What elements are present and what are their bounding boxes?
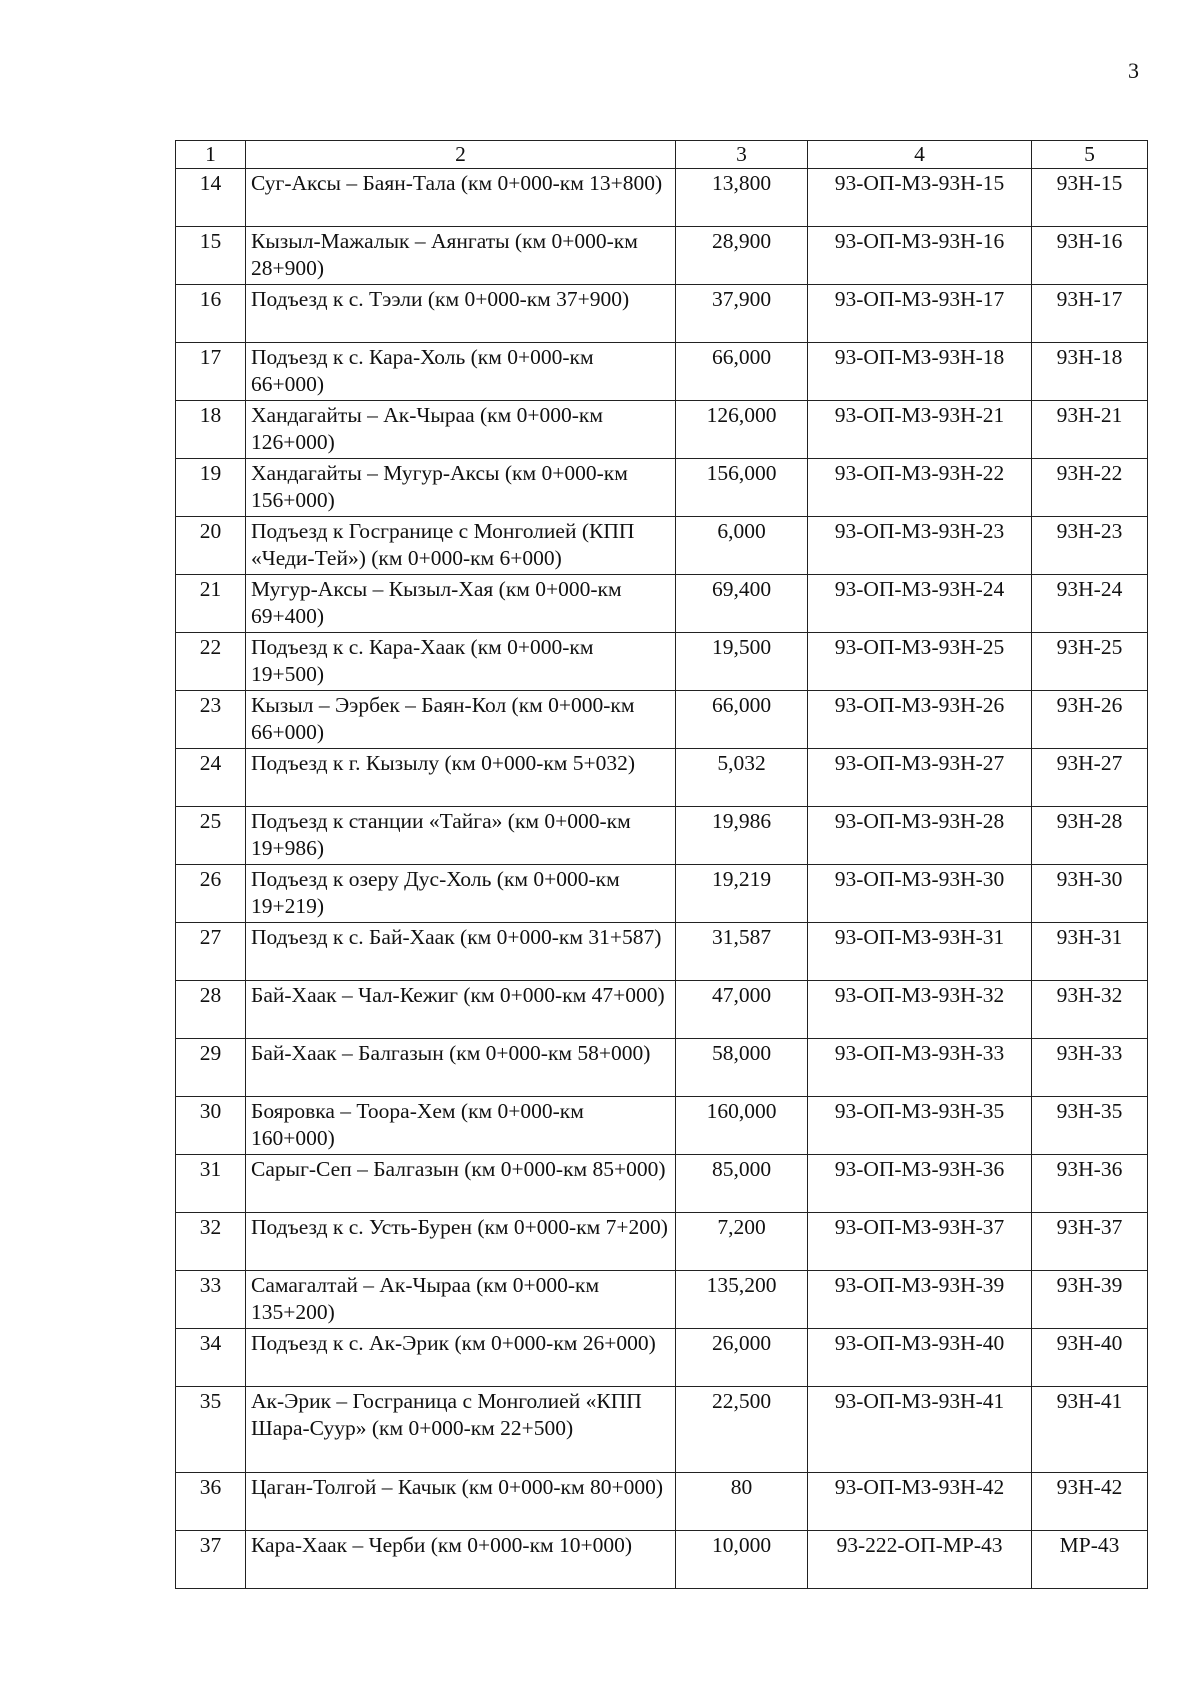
- road-length-cell: 85,000: [676, 1155, 808, 1213]
- road-id-cell: 93-ОП-МЗ-93Н-17: [808, 285, 1032, 343]
- row-number-cell: 35: [176, 1387, 246, 1473]
- road-name-cell: Сарыг-Сеп – Балгазын (км 0+000-км 85+000): [246, 1155, 676, 1213]
- table-row: [176, 865, 1148, 923]
- road-length-cell: 135,200: [676, 1271, 808, 1329]
- registry-code-cell: 93Н-33: [1032, 1039, 1148, 1097]
- road-name-cell: Бояровка – Тоора-Хем (км 0+000-км 160+000): [246, 1097, 676, 1155]
- road-id-cell: 93-ОП-МЗ-93Н-36: [808, 1155, 1032, 1213]
- row-number-cell: 24: [176, 749, 246, 807]
- table-row: [176, 807, 1148, 865]
- row-number-cell: 18: [176, 401, 246, 459]
- row-number-cell: 32: [176, 1213, 246, 1271]
- table-row: [176, 981, 1148, 1039]
- row-number-cell: 16: [176, 285, 246, 343]
- road-id-cell: 93-ОП-МЗ-93Н-23: [808, 517, 1032, 575]
- table-row: [176, 459, 1148, 517]
- road-length-cell: 28,900: [676, 227, 808, 285]
- road-length-cell: 58,000: [676, 1039, 808, 1097]
- road-id-cell: 93-ОП-МЗ-93Н-15: [808, 169, 1032, 227]
- row-number-cell: 30: [176, 1097, 246, 1155]
- row-number-cell: 25: [176, 807, 246, 865]
- road-id-cell: 93-ОП-МЗ-93Н-25: [808, 633, 1032, 691]
- road-id-cell: 93-ОП-МЗ-93Н-30: [808, 865, 1032, 923]
- road-name-cell: Подъезд к с. Усть-Бурен (км 0+000-км 7+200): [246, 1213, 676, 1271]
- road-name-cell: Цаган-Толгой – Качык (км 0+000-км 80+000): [246, 1473, 676, 1531]
- table-row: [176, 401, 1148, 459]
- road-id-cell: 93-222-ОП-МР-43: [808, 1531, 1032, 1589]
- road-length-cell: 13,800: [676, 169, 808, 227]
- road-name-cell: Подъезд к с. Тээли (км 0+000-км 37+900): [246, 285, 676, 343]
- road-length-cell: 126,000: [676, 401, 808, 459]
- road-id-cell: 93-ОП-МЗ-93Н-28: [808, 807, 1032, 865]
- table-body: [176, 169, 1148, 1589]
- road-length-cell: 66,000: [676, 343, 808, 401]
- road-name-cell: Бай-Хаак – Чал-Кежиг (км 0+000-км 47+000): [246, 981, 676, 1039]
- registry-code-cell: 93Н-32: [1032, 981, 1148, 1039]
- road-name-cell: Мугур-Аксы – Кызыл-Хая (км 0+000-км 69+400): [246, 575, 676, 633]
- road-length-cell: 156,000: [676, 459, 808, 517]
- row-number-cell: 19: [176, 459, 246, 517]
- road-id-cell: 93-ОП-МЗ-93Н-24: [808, 575, 1032, 633]
- table-row: [176, 633, 1148, 691]
- row-number-cell: 33: [176, 1271, 246, 1329]
- registry-code-cell: 93Н-37: [1032, 1213, 1148, 1271]
- registry-code-cell: 93Н-35: [1032, 1097, 1148, 1155]
- road-name-cell: Ак-Эрик – Госграница с Монголией «КПП Шара-Суур» (км 0+000-км 22+500): [246, 1387, 676, 1473]
- road-id-cell: 93-ОП-МЗ-93Н-42: [808, 1473, 1032, 1531]
- road-id-cell: 93-ОП-МЗ-93Н-31: [808, 923, 1032, 981]
- road-length-cell: 7,200: [676, 1213, 808, 1271]
- road-name-cell: Кызыл-Мажалык – Аянгаты (км 0+000-км 28+900): [246, 227, 676, 285]
- row-number-cell: 20: [176, 517, 246, 575]
- registry-code-cell: 93Н-31: [1032, 923, 1148, 981]
- road-length-cell: 66,000: [676, 691, 808, 749]
- road-name-cell: Подъезд к Госгранице с Монголией (КПП «Чеди-Тей») (км 0+000-км 6+000): [246, 517, 676, 575]
- road-id-cell: 93-ОП-МЗ-93Н-26: [808, 691, 1032, 749]
- road-name-cell: Подъезд к озеру Дус-Холь (км 0+000-км 19+219): [246, 865, 676, 923]
- row-number-cell: 36: [176, 1473, 246, 1531]
- registry-code-cell: 93Н-23: [1032, 517, 1148, 575]
- table-row: [176, 1329, 1148, 1387]
- road-id-cell: 93-ОП-МЗ-93Н-18: [808, 343, 1032, 401]
- road-id-cell: 93-ОП-МЗ-93Н-33: [808, 1039, 1032, 1097]
- table-row: [176, 227, 1148, 285]
- road-id-cell: 93-ОП-МЗ-93Н-27: [808, 749, 1032, 807]
- table-row: [176, 1531, 1148, 1589]
- row-number-cell: 17: [176, 343, 246, 401]
- registry-code-cell: 93Н-18: [1032, 343, 1148, 401]
- road-length-cell: 10,000: [676, 1531, 808, 1589]
- row-number-cell: 26: [176, 865, 246, 923]
- road-length-cell: 80: [676, 1473, 808, 1531]
- registry-code-cell: 93Н-27: [1032, 749, 1148, 807]
- table-row: [176, 1213, 1148, 1271]
- table-row: [176, 517, 1148, 575]
- road-name-cell: Подъезд к с. Кара-Холь (км 0+000-км 66+000): [246, 343, 676, 401]
- road-id-cell: 93-ОП-МЗ-93Н-40: [808, 1329, 1032, 1387]
- road-length-cell: 47,000: [676, 981, 808, 1039]
- road-name-cell: Кара-Хаак – Черби (км 0+000-км 10+000): [246, 1531, 676, 1589]
- row-number-cell: 14: [176, 169, 246, 227]
- road-id-cell: 93-ОП-МЗ-93Н-32: [808, 981, 1032, 1039]
- road-length-cell: 160,000: [676, 1097, 808, 1155]
- table-row: [176, 1039, 1148, 1097]
- registry-code-cell: 93Н-36: [1032, 1155, 1148, 1213]
- table-header: [176, 141, 1148, 169]
- table-row: [176, 749, 1148, 807]
- row-number-cell: 27: [176, 923, 246, 981]
- road-name-cell: Подъезд к с. Кара-Хаак (км 0+000-км 19+500): [246, 633, 676, 691]
- table-row: [176, 923, 1148, 981]
- road-name-cell: Подъезд к с. Бай-Хаак (км 0+000-км 31+587): [246, 923, 676, 981]
- road-length-cell: 31,587: [676, 923, 808, 981]
- row-number-cell: 15: [176, 227, 246, 285]
- table-row: [176, 575, 1148, 633]
- road-id-cell: 93-ОП-МЗ-93Н-22: [808, 459, 1032, 517]
- row-number-cell: 34: [176, 1329, 246, 1387]
- table-row: [176, 1473, 1148, 1531]
- registry-code-cell: 93Н-15: [1032, 169, 1148, 227]
- road-length-cell: 19,986: [676, 807, 808, 865]
- registry-code-cell: 93Н-17: [1032, 285, 1148, 343]
- column-header-4: 4: [808, 141, 1032, 169]
- registry-code-cell: 93Н-30: [1032, 865, 1148, 923]
- road-name-cell: Хандагайты – Мугур-Аксы (км 0+000-км 156+000): [246, 459, 676, 517]
- road-registry-table: [175, 140, 1148, 1589]
- table-row: [176, 1155, 1148, 1213]
- road-length-cell: 19,500: [676, 633, 808, 691]
- row-number-cell: 37: [176, 1531, 246, 1589]
- registry-code-cell: МР-43: [1032, 1531, 1148, 1589]
- row-number-cell: 21: [176, 575, 246, 633]
- road-length-cell: 19,219: [676, 865, 808, 923]
- table-row: [176, 691, 1148, 749]
- road-name-cell: Суг-Аксы – Баян-Тала (км 0+000-км 13+800): [246, 169, 676, 227]
- road-name-cell: Кызыл – Ээрбек – Баян-Кол (км 0+000-км 66+000): [246, 691, 676, 749]
- road-name-cell: Бай-Хаак – Балгазын (км 0+000-км 58+000): [246, 1039, 676, 1097]
- table-row: [176, 1097, 1148, 1155]
- column-header-1: 1: [176, 141, 246, 169]
- road-length-cell: 26,000: [676, 1329, 808, 1387]
- road-length-cell: 37,900: [676, 285, 808, 343]
- row-number-cell: 23: [176, 691, 246, 749]
- registry-code-cell: 93Н-28: [1032, 807, 1148, 865]
- road-id-cell: 93-ОП-МЗ-93Н-16: [808, 227, 1032, 285]
- registry-code-cell: 93Н-39: [1032, 1271, 1148, 1329]
- road-id-cell: 93-ОП-МЗ-93Н-39: [808, 1271, 1032, 1329]
- registry-code-cell: 93Н-21: [1032, 401, 1148, 459]
- table-row: [176, 1271, 1148, 1329]
- column-header-3: 3: [676, 141, 808, 169]
- registry-code-cell: 93Н-16: [1032, 227, 1148, 285]
- registry-code-cell: 93Н-41: [1032, 1387, 1148, 1473]
- road-name-cell: Подъезд к с. Ак-Эрик (км 0+000-км 26+000): [246, 1329, 676, 1387]
- road-id-cell: 93-ОП-МЗ-93Н-37: [808, 1213, 1032, 1271]
- road-length-cell: 22,500: [676, 1387, 808, 1473]
- table-row: [176, 169, 1148, 227]
- road-id-cell: 93-ОП-МЗ-93Н-41: [808, 1387, 1032, 1473]
- road-id-cell: 93-ОП-МЗ-93Н-21: [808, 401, 1032, 459]
- road-id-cell: 93-ОП-МЗ-93Н-35: [808, 1097, 1032, 1155]
- column-header-2: 2: [246, 141, 676, 169]
- road-name-cell: Подъезд к станции «Тайга» (км 0+000-км 19+986): [246, 807, 676, 865]
- row-number-cell: 31: [176, 1155, 246, 1213]
- table-row: [176, 343, 1148, 401]
- registry-code-cell: 93Н-22: [1032, 459, 1148, 517]
- road-name-cell: Хандагайты – Ак-Чыраа (км 0+000-км 126+000): [246, 401, 676, 459]
- column-header-5: 5: [1032, 141, 1148, 169]
- road-name-cell: Самагалтай – Ак-Чыраа (км 0+000-км 135+200): [246, 1271, 676, 1329]
- row-number-cell: 22: [176, 633, 246, 691]
- page-number: 3: [1128, 58, 1139, 83]
- road-length-cell: 69,400: [676, 575, 808, 633]
- row-number-cell: 28: [176, 981, 246, 1039]
- registry-code-cell: 93Н-40: [1032, 1329, 1148, 1387]
- table-row: [176, 285, 1148, 343]
- row-number-cell: 29: [176, 1039, 246, 1097]
- header-row: [176, 141, 1148, 169]
- table-row: [176, 1387, 1148, 1473]
- road-name-cell: Подъезд к г. Кызылу (км 0+000-км 5+032): [246, 749, 676, 807]
- registry-code-cell: 93Н-24: [1032, 575, 1148, 633]
- registry-code-cell: 93Н-25: [1032, 633, 1148, 691]
- road-length-cell: 5,032: [676, 749, 808, 807]
- road-length-cell: 6,000: [676, 517, 808, 575]
- registry-code-cell: 93Н-26: [1032, 691, 1148, 749]
- registry-code-cell: 93Н-42: [1032, 1473, 1148, 1531]
